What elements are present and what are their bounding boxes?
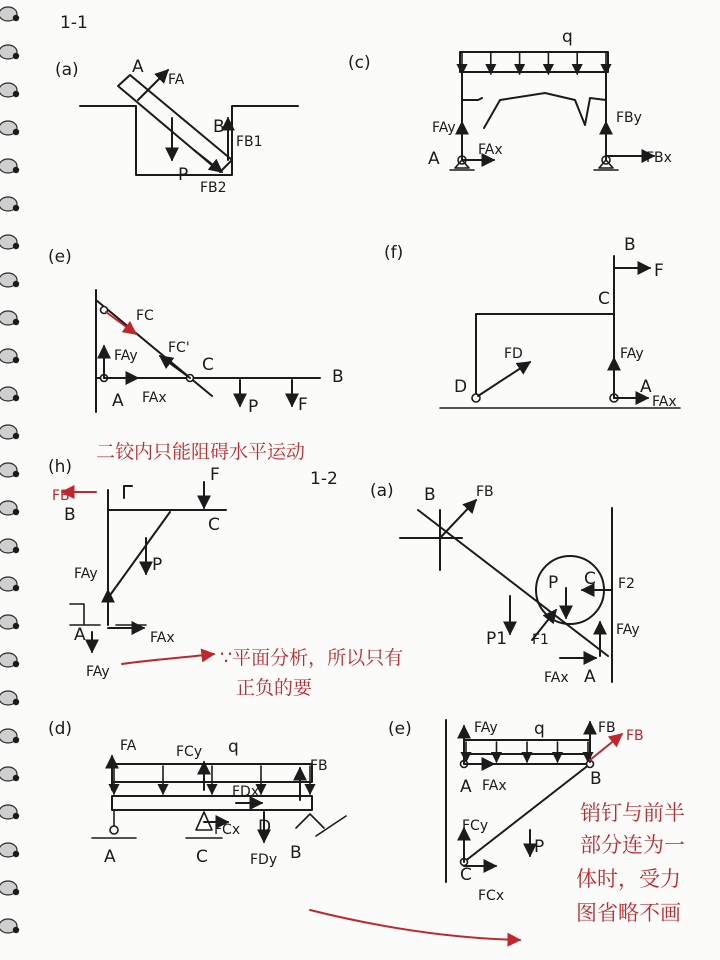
label-FAx: FAx xyxy=(482,778,507,794)
label-A: A xyxy=(460,777,472,797)
diagram-1-1-e xyxy=(48,247,344,417)
label-FAx: FAx xyxy=(652,394,677,410)
label-B: B xyxy=(213,117,225,137)
label-A: A xyxy=(74,625,86,645)
label-C: C xyxy=(196,847,208,867)
note-line-3: 体时，受力 xyxy=(576,867,681,891)
label-FCx: FCx xyxy=(214,822,241,838)
tag-1-2-a: (a) xyxy=(370,481,394,501)
diagram-1-1-c xyxy=(348,27,672,170)
binding-ring xyxy=(0,425,19,439)
note-arrow-bottom xyxy=(310,910,520,940)
tag-1-1-h: (h) xyxy=(48,457,73,477)
label-FAx: FAx xyxy=(544,670,569,686)
label-FAx: FAx xyxy=(150,630,175,646)
binding-ring xyxy=(0,767,19,781)
spiral-binding xyxy=(0,7,19,933)
note-line-1: 销钉与前半 xyxy=(580,801,685,825)
binding-ring xyxy=(0,311,19,325)
binding-ring xyxy=(0,83,19,97)
label-FAy: FAy xyxy=(474,720,498,736)
binding-ring xyxy=(0,539,19,553)
label-A: A xyxy=(104,847,116,867)
label-q: q xyxy=(534,719,545,739)
force-FB-red xyxy=(590,734,622,760)
label-C: C xyxy=(460,865,472,885)
label-FCy: FCy xyxy=(462,818,489,834)
load-arrows xyxy=(466,742,588,762)
note-top: 二铰内只能阻碍水平运动 xyxy=(96,441,306,463)
diagram-1-1-f xyxy=(384,235,680,410)
page-title: 1-1 xyxy=(60,13,88,33)
label-B: B xyxy=(624,235,636,255)
diagram-1-1-h xyxy=(48,441,403,699)
force-FC-prime xyxy=(160,356,190,378)
label-FDx: FDx xyxy=(232,784,260,800)
binding-ring xyxy=(0,501,19,515)
binding-ring xyxy=(0,121,19,135)
label-FCy: FCy xyxy=(176,744,203,760)
note-arrow xyxy=(122,654,214,664)
binding-ring xyxy=(0,273,19,287)
label-F: F xyxy=(298,395,308,415)
label-B: B xyxy=(332,367,344,387)
label-FAy: FAy xyxy=(432,120,456,136)
binding-ring xyxy=(0,919,19,933)
label-A: A xyxy=(640,377,652,397)
binding-ring xyxy=(0,805,19,819)
beam xyxy=(112,796,312,810)
label-FBy: FBy xyxy=(616,110,642,126)
force-FD xyxy=(478,362,530,396)
label-B: B xyxy=(64,505,76,525)
beam-BC xyxy=(108,486,226,510)
label-P1: P1 xyxy=(486,629,508,649)
load-arrows xyxy=(114,766,310,794)
tag-1-2-e: (e) xyxy=(388,719,412,739)
support-walls xyxy=(80,106,298,175)
note-line-2: 正负的要 xyxy=(236,677,313,699)
label-FAy: FAy xyxy=(114,348,138,364)
tag-1-1-e: (e) xyxy=(48,247,72,267)
label-FAx: FAx xyxy=(142,390,167,406)
label-A: A xyxy=(584,667,596,687)
load-arrows xyxy=(462,52,606,74)
label-D: D xyxy=(454,377,468,397)
binding-ring xyxy=(0,653,19,667)
binding-ring xyxy=(0,7,19,21)
label-P: P xyxy=(534,837,545,857)
label-FD: FD xyxy=(504,346,523,362)
label-FB: FB xyxy=(598,720,616,736)
diagram-1-2-e xyxy=(310,719,685,940)
label-FA: FA xyxy=(168,72,185,88)
label-FAy: FAy xyxy=(616,622,640,638)
label-FDy: FDy xyxy=(250,852,278,868)
diagram-1-1-a xyxy=(55,57,298,196)
binding-ring xyxy=(0,691,19,705)
binding-ring xyxy=(0,577,19,591)
label-A: A xyxy=(428,149,440,169)
label-FAx: FAx xyxy=(478,142,503,158)
distributed-load-q xyxy=(460,52,608,72)
label-P: P xyxy=(248,397,259,417)
label-FB1: FB1 xyxy=(236,134,263,150)
label-F: F xyxy=(654,261,664,281)
label-FC-prime: FC' xyxy=(168,340,190,356)
binding-ring xyxy=(0,387,19,401)
label-B: B xyxy=(590,769,602,789)
binding-ring xyxy=(0,159,19,173)
label-F1: F1 xyxy=(532,632,549,648)
label-FAy: FAy xyxy=(86,664,110,680)
frame xyxy=(476,256,614,398)
label-C: C xyxy=(208,515,220,535)
label-FBx: FBx xyxy=(646,150,672,166)
label-q: q xyxy=(228,737,239,757)
label-C: C xyxy=(584,569,596,589)
binding-ring xyxy=(0,843,19,857)
force-FB xyxy=(440,500,476,538)
binding-ring xyxy=(0,45,19,59)
label-F: F xyxy=(210,465,220,485)
label-B: B xyxy=(290,843,302,863)
label-FAy-side: FAy xyxy=(74,566,98,582)
label-C: C xyxy=(598,289,610,309)
label-FB2: FB2 xyxy=(200,180,227,196)
note-line-4: 图省略不画 xyxy=(576,901,681,925)
force-FC-red xyxy=(106,312,136,334)
label-P: P xyxy=(152,555,163,575)
label-B: B xyxy=(424,485,436,505)
label-FB: FB xyxy=(310,758,328,774)
binding-ring xyxy=(0,615,19,629)
label-FAy: FAy xyxy=(620,346,644,362)
frame-arch xyxy=(462,93,606,128)
label-FB: FB xyxy=(52,488,70,504)
support-B xyxy=(296,814,346,836)
binding-ring xyxy=(0,197,19,211)
label-FA: FA xyxy=(120,738,137,754)
label-P: P xyxy=(178,165,189,185)
label-FC: FC xyxy=(136,308,154,324)
binding-ring xyxy=(0,349,19,363)
note-line-1: ∵平面分析，所以只有 xyxy=(220,647,404,669)
tag-1-1-f: (f) xyxy=(384,243,404,263)
note-line-2: 部分连为一 xyxy=(580,833,685,857)
tag-1-1-a: (a) xyxy=(55,60,79,80)
binding-ring xyxy=(0,729,19,743)
binding-ring xyxy=(0,235,19,249)
diagram-1-2-d xyxy=(48,719,346,868)
label-FB: FB xyxy=(476,484,494,500)
label-F2: F2 xyxy=(618,576,635,592)
label-FB-red: FB xyxy=(626,728,644,744)
label-A: A xyxy=(132,57,144,77)
tag-1-1-c: (c) xyxy=(348,53,371,73)
label-P: P xyxy=(548,573,559,593)
force-FB2 xyxy=(194,150,222,172)
binding-ring xyxy=(0,881,19,895)
section-1-2-title: 1-2 xyxy=(310,469,338,489)
tag-1-2-d: (d) xyxy=(48,719,73,739)
label-q: q xyxy=(562,27,573,47)
binding-ring xyxy=(0,463,19,477)
label-FCx: FCx xyxy=(478,888,505,904)
label-A: A xyxy=(112,391,124,411)
label-C: C xyxy=(202,355,214,375)
label-D: D xyxy=(258,817,272,837)
